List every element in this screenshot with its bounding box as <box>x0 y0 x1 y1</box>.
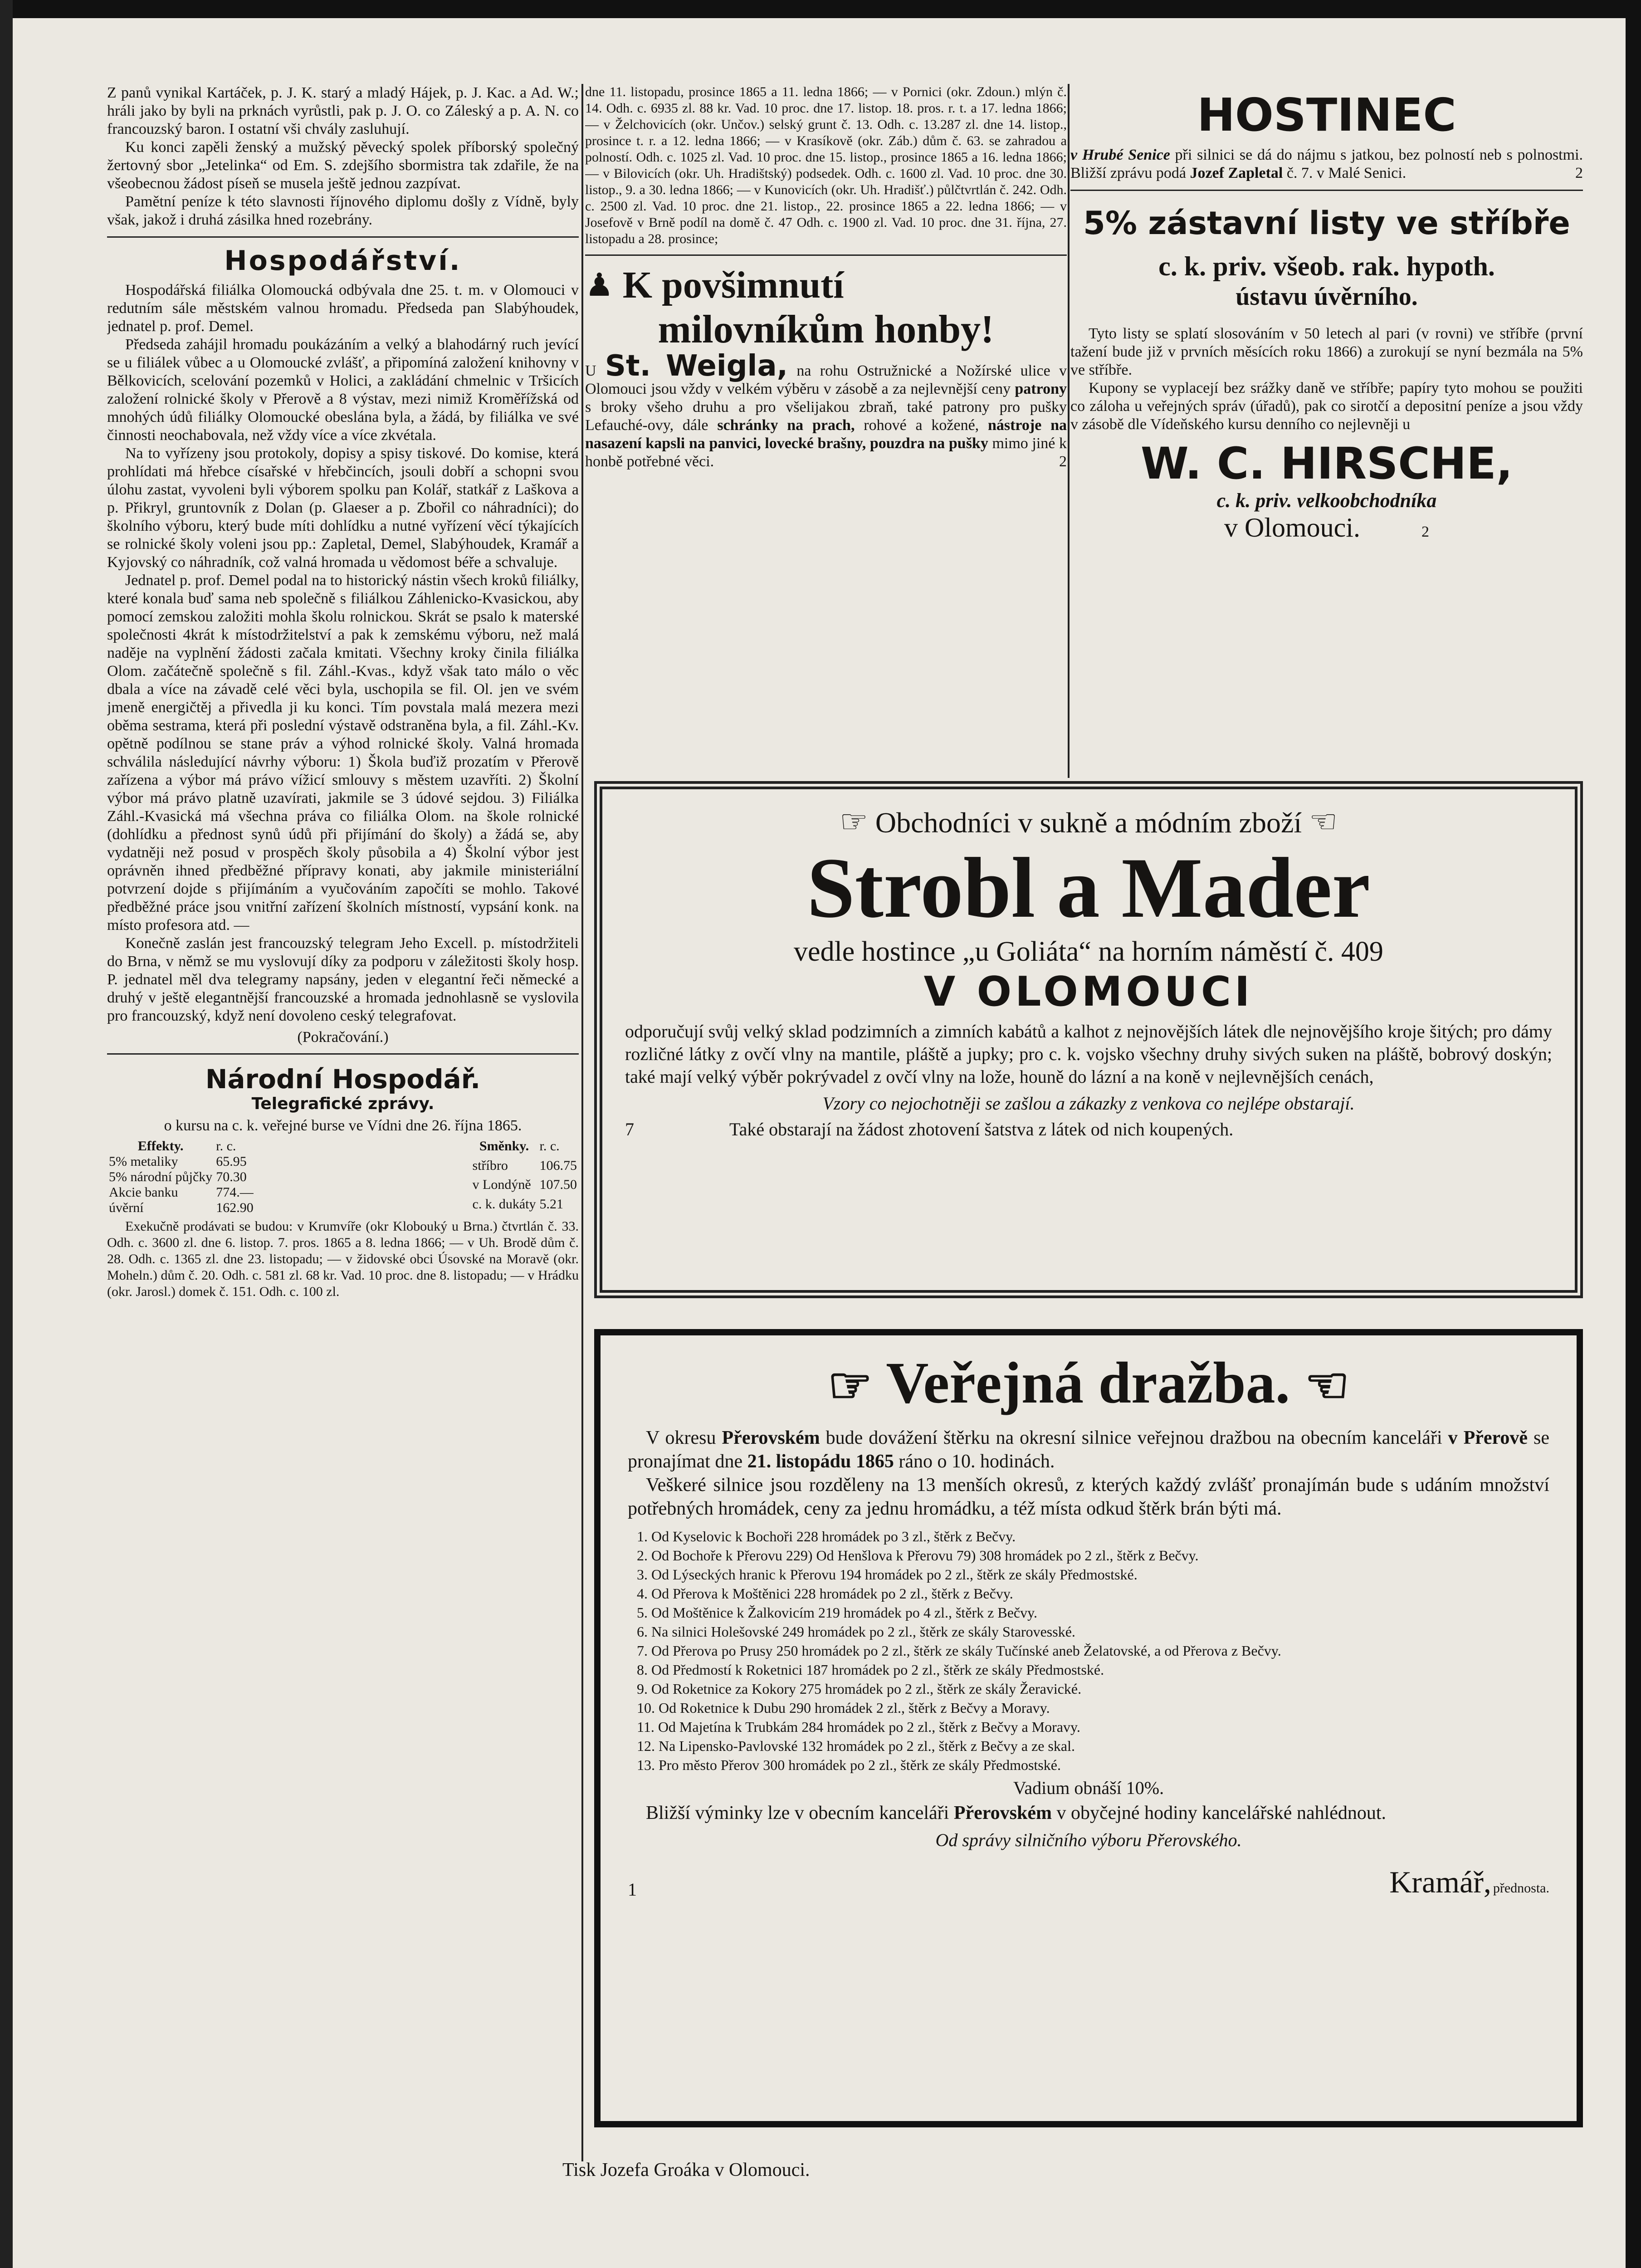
zastavni-listy-title: 5% zástavní listy ve stříbře <box>1083 205 1570 242</box>
ad-title-line1: K povšimnutí <box>622 264 844 306</box>
hostinec-title: HOSTINEC <box>1197 88 1456 142</box>
divider <box>107 1053 579 1055</box>
rc-header: r. c. <box>539 1139 560 1154</box>
list-item: 6. Na silnici Holešovské 249 hromádek po 2 zl., štěrk ze skály Starovesské. <box>637 1623 1075 1640</box>
hunter-icon: ♟ <box>585 268 614 303</box>
list-item: 13. Pro město Přerov 300 hromádek po 2 zl., štěrk ze skály Předmostské. <box>637 1757 1061 1773</box>
list-item: 11. Od Majetína k Trubkám 284 hromádek po 2 zl., štěrk z Bečvy a Moravy. <box>637 1719 1080 1735</box>
auction-title-row <box>628 1349 1549 1417</box>
list-item: 9. Od Roketnice za Kokory 275 hromádek po 2 zl., štěrk ze skály Žeravické. <box>637 1681 1082 1697</box>
choir-paragraph: Ku konci zapěli ženský a mužský pěvecký spolek příborský společný žertovný sbor „Jetelinka“ od Em. S. zdejšího sbormistra tak zdařile, že na všeobecnou žádost píseň se musela ještě jednou zazpívat. <box>107 139 579 192</box>
column-1 <box>107 84 579 2161</box>
auction-signature-row: 1 Kramář, přednosta. <box>628 1865 1549 1900</box>
strobl-address: vedle hostince „u Goliáta“ na horním náměstí č. 409 <box>794 936 1383 967</box>
public-auction-notice <box>594 1329 1583 2127</box>
bonds-paragraph-1: Tyto listy se splatí slosováním v 50 letech al pari (v rovni) ve stříbře (první tažení bude již v prvních měsících roku 1866) a zurokují se nyní bezmála na 5% ve stříbře. <box>1070 325 1583 378</box>
list-item: 3. Od Lýseckých hranic k Přerovu 194 hromádek po 2 zl., štěrk ze skály Předmostské. <box>637 1566 1138 1583</box>
table-row: stříbro 106.75 <box>472 1158 577 1173</box>
strobl-body: odporučují svůj velký sklad podzimních a zimních kabátů a kalhot z nejnovějších látek dle nejnovějšího kroje šitých; pro dámy rozličné látky z ovčí vlny na mantile, pláště a jupky; pro c. k. vojsko všechny druhy sivých suken na pláště, bobrový doskýn; také mají velký výběr pokrývadel z ovčí vlny na lože, houně do lázní a na koně v nejlevnějších cenách, <box>625 1021 1552 1087</box>
agri-paragraph-2: Předseda zahájil hromadu poukázáním a velký a blahodárný ruch jevící se u filiálek vůbec a u Olomoucké zvlášť, a připomíná založení knihovny v Bělkovicích, scelování pozemků v Holici, a zakládání chmelnic v Tršicích založení rolnické školy v Přerově a 8 výstav, mezi nimiž Kroměřížská od mnohých údů filiálky Olomoucké obeslána byla, a žádá, by filiálka ve své činnosti neochabovala, než vždy více a více zkvétala. <box>107 336 579 444</box>
effects-header: Effekty. <box>137 1139 184 1154</box>
narodni-hospodar-title: Národní Hospodář. <box>205 1064 481 1095</box>
firm-subtitle: c. k. priv. velkoobchodníka <box>1216 489 1437 512</box>
column-2 <box>585 84 1067 778</box>
auction-conditions: Bližší výminky lze v obecním kanceláři Přerovském v obyčejné hodiny kancelářské nahlédnout. <box>646 1803 1387 1823</box>
bank-name-line1: c. k. priv. všeob. rak. hypoth. <box>1158 251 1495 281</box>
auction-signature: Kramář, přednosta. <box>1389 1865 1549 1899</box>
execution-sales: Exekučně prodávati se budou: v Krumvíře (okr Klobouký u Brna.) čtvrtlán č. 33. Odh. c. 3600 zl. dne 6. listop. 7. pros. 1865 a 8. ledna 1866; — v Uh. Brodě dům č. 28. Odh. c. 1365 zl. dne 23. listopadu; — v židovské obci Úsovské na Moravě (okr. Moheln.) dům č. 20. Odh. c. 581 zl. 68 kr. Vad. 10 proc. dne 8. listopadu; — v Hrádku (okr. Jarosl.) domek č. 151. Odh. c. 100 zl. <box>107 1219 579 1299</box>
firm-name: W. C. HIRSCHE, <box>1140 438 1513 489</box>
firm-city: v Olomouci. 2 <box>1224 513 1429 543</box>
hunting-ad-text: U St. Weigla, na rohu Ostružnické a Nožírské ulice v Olomouci jsou vždy v velkém výběru v zásobě a za nejlevnější ceny patrony s broky všeho druhu a pro všelijakou zbraň, také patrony pro pušky Lefauché-ovy, dále schránky na prach, rohové a kožené, nástroje na nasazení kapsli na panvici, lovecké brašny, pouzdra na pušky mimo jiné k honbě potřebné věci. 2 <box>585 349 1067 470</box>
effects-table <box>107 1139 255 1216</box>
list-item: 8. Od Předmostí k Roketnici 187 hromádek po 2 zl., štěrk ze skály Předmostské. <box>637 1662 1104 1678</box>
auction-title: Veřejná dražba. <box>886 1350 1290 1416</box>
column-rule-2 <box>1068 84 1070 778</box>
rc-header: r. c. <box>216 1139 236 1154</box>
exchange-table <box>107 1139 579 1216</box>
list-item: 1. Od Kyselovic k Bochoři 228 hromádek po 3 zl., štěrk z Bečvy. <box>637 1528 1016 1545</box>
bank-name-line2: ústavu úvěrního. <box>1236 283 1418 311</box>
hunting-ad-header <box>585 263 1067 307</box>
agri-paragraph-5: Konečně zaslán jest francouzský telegram Jeho Excell. p. místodržiteli do Brna, v němž se mu vyslovují díky za podporu v záležitosti školy hosp. P. jednatel měl dva telegramy napsány, jeden v elegantní řeči německé a druhý v ještě elegantnější francouzské a hromada jednohlasně se vyslovila pro francouzský, když není dovoleno ceský telegrafovat. <box>107 935 579 1024</box>
scan-left-border <box>0 0 13 2268</box>
auction-list <box>637 1527 1549 1774</box>
table-row: úvěrní 162.90 <box>109 1200 254 1215</box>
hostinec-text: v Hrubé Senice při silnici se dá do nájmu s jatkou, bez polností neb s polnostmi. Bližší zprávu podá Jozef Zapletal č. 7. v Malé Senici. 2 <box>1070 147 1583 181</box>
pointing-hand-icon: ☞ <box>827 1358 873 1413</box>
column-3 <box>1070 84 1583 778</box>
agri-paragraph-4: Jednatel p. prof. Demel podal na to historický nástin všech kroků filiálky, které konala buď sama neb společně s filiálkou Záhlenicko-Kvasickou, aby pomocí zemskou založiti mohla školu rolnickou. Skrát se psalo k materské společnosti 4krát k místodržitelství a pak k zemskému výboru, než malá naděje na vyplnění žádosti začala kmitati. Všechny kroky činila filiálka Olom. začátečně společně s fil. Záhl.-Kvas., když však tato málo o věc dbala a více na závadě celé věci byla, uschopila se fil. Ol. jen ve svém jmeně energičtěj a přivedla ji ku konci. Tím povstala malá mezera mezi oběma sestrama, která při poslední výstavě odstraněna byla, a fil. Záhl.-Kv. opětně podílnou se stane práv a výhod rolnické školy. Valná hromada schválila následující návrhy výboru: 1) Škola buďiž prozatím v Přerově zařízena a výbor má právo vížicí smlouvy s městem uzavříti. 2) Školní výbor má právo platně uzavírati, jakmile se 3 údové sejdou. 3) Filiálka Záhl.-Kvasická má všechna práva co filiálka Olom. na škole rolnické (dohlídku a přednost synů údů při přijímání do školy) a žádá se, aby vydatněji než posud v prospěch školy působila a 4) Školní výbor jest oprávněn ihned předběžné přípravy konati, aby jakmile ministeriální potvrzení dojde s přijímáním a vyučováním započíti se mohlo. Takové předběžné práce jsou vnitřní zařízení školních místností, vypsání konk. na místo profesora atd. — <box>107 572 579 934</box>
printer-imprint: Tisk Jozefa Groáka v Olomouci. <box>562 2160 810 2180</box>
auction-districts: Veškeré silnice jsou rozděleny na 13 menších okresů, z kterých každý zvlášť pronajímán bude s udáním množství potřebných hromádek, ceny za jednu hromádku, a též místa odkud štěrk brán býti má. <box>628 1475 1549 1519</box>
list-item: 12. Na Lipensko-Pavlovské 132 hromádek po 2 zl., štěrk z Bečvy a ze skal. <box>637 1738 1075 1754</box>
vadium: Vadium obnáší 10%. <box>1013 1778 1164 1798</box>
column-rule-1 <box>581 84 583 2161</box>
shop-name: St. Weigla, <box>605 349 788 383</box>
table-row: c. k. dukáty 5.21 <box>472 1196 563 1212</box>
medals-paragraph: Pamětní peníze k této slavnosti říjnového diplomu došly z Vídně, byly však, jakož i druhá zásilka hned rozebrány. <box>107 193 579 228</box>
list-item: 4. Od Přerova k Moštěnici 228 hromádek po 2 zl., štěrk z Bečvy. <box>637 1585 1013 1602</box>
bonds-paragraph-2: Kupony se vyplacejí bez srážky daně ve stříbře; papíry tyto mohou se použiti co záloha u veřejných správ (úřadů), pak co sirotčí a depositní peníze a jsou vždy v zásobě dle Vídeňského kursu denního co nejlevněji u <box>1070 380 1583 433</box>
theater-review: Z panů vynikal Kartáček, p. J. K. starý a mladý Hájek, p. J. Kac. a Ad. W.; hráli jako by byli na prknách vyrůstli, pak p. J. O. co Záleský a p. A. N. co francouzský baron. I ostatní vši chvály zasluhují. <box>107 84 579 137</box>
auction-authority: Od správy silničního výboru Přerovského. <box>935 1830 1242 1850</box>
telegraph-subtitle: Telegrafické zprávy. <box>251 1095 435 1113</box>
section-heading-hospodarstvi: Hospodářství. <box>224 245 462 277</box>
table-row: 5% metaliky 65.95 <box>109 1154 247 1169</box>
exchange-line: o kursu na c. k. veřejné burse ve Vídni dne 26. října 1865. <box>164 1117 522 1134</box>
strobl-mader-ad <box>594 781 1583 1298</box>
agri-paragraph-3: Na to vyřízeny jsou protokoly, dopisy a spisy tiskové. Do komise, která prohlídati má hřebce císařské v hřebčincích, jsouli dobří a schopni svou úlohu zastat, vyvoleni byli výborem spolku pan Kolář, statkář z Laškova a p. Přikryl, gruntovník z Dolan (p. Glaeser a p. Zbořil co náhradníci); do školního výboru, který bude míti dohlídku a nutné vyřízení věcí týkajících se rolnické školy voleni jsou pp.: Zapletal, Demel, Slabýhoudek, Kramář a Kyjovský co náhradník, což valná hromada u vědomost béře a schvaluje. <box>107 445 579 571</box>
list-item: 10. Od Roketnice k Dubu 290 hromádek 2 zl., štěrk z Bečvy a Moravy. <box>637 1700 1050 1716</box>
list-item: 7. Od Přerova po Prusy 250 hromádek po 2 zl., štěrk ze skály Tučínské aneb Želatovské, a od Přerova z Bečvy. <box>637 1642 1281 1659</box>
pointing-hand-icon: ☜ <box>1304 1358 1350 1413</box>
divider <box>107 236 579 238</box>
execution-sales-continued: dne 11. listopadu, prosince 1865 a 11. ledna 1866; — v Pornici (okr. Zdoun.) mlýn č. 14. Odh. c. 6935 zl. 88 kr. Vad. 10 proc. dne 17. listop. 18. pros. r. t. a 17. ledna 1866; — v Želchovicích (okr. Unčov.) selský grunt č. 13. Odh. c. 13.287 zl. dne 14. listop., prosince t. r. a 12. ledna 1866; — v Krasíkově (okr. Záb.) dům č. 63. se zahradou a polností. Odh. c. 1025 zl. Vad. 10 proc. dne 15. listop., prosince 1865 a 16. ledna 1866; — v Bilovicích (okr. Uh. Hradištský) podsedek. Odh. c. 1600 zl. Vad. 10 proc. dne 30. listop., 9. a 30. ledna 1866; — v Kunovicích (okr. Uh. Hradišť.) půlčtvrtlán č. 242. Odh. c. 2500 zl. Vad. 10 proc. dne 21. listop., 22. prosince 1865 a 22. ledna 1866; — v Josefově v Brně podíl na domě č. 47 Odh. c. 1900 zl. Vad. 10 proc. dne 31. října, 27. listopadu a 28. prosince; <box>585 84 1067 246</box>
continued-note: (Pokračování.) <box>297 1029 389 1046</box>
strobl-name: Strobl a Mader <box>807 841 1370 936</box>
strobl-city: V OLOMOUCI <box>923 968 1254 1016</box>
auction-intro: V okresu Přerovském bude dovážení štěrku na okresní silnice veřejnou dražbou na obecním kanceláři v Přerově se pronajímat dne 21. listopádu 1865 ráno o 10. hodinách. <box>628 1427 1550 1472</box>
pointing-hand-icon: ☞ <box>840 805 868 840</box>
table-row: v Londýně 107.50 <box>472 1177 577 1192</box>
pointing-hand-icon: ☜ <box>1309 805 1338 840</box>
strobl-last: 7 Také obstarají na žádost zhotovení šatstva z látek od nich koupených. <box>625 1119 1234 1139</box>
table-row: Akcie banku 774.— <box>109 1185 254 1200</box>
divider <box>585 254 1067 256</box>
strobl-samples: Vzory co nejochotněji se zašlou a zákazky z venkova co nejlépe obstarají. <box>822 1093 1355 1114</box>
scan-right-border <box>1626 0 1641 2268</box>
strobl-line1: ☞ Obchodníci v sukně a módním zboží ☜ <box>625 803 1552 841</box>
bills-table <box>471 1139 579 1216</box>
divider <box>1070 190 1583 191</box>
list-item: 2. Od Bochoře k Přerovu 229) Od Henšlova k Přerovu 79) 308 hromádek po 2 zl., štěrk z Bečvy. <box>637 1547 1199 1564</box>
table-row: 5% národní půjčky 70.30 <box>109 1169 247 1184</box>
agri-paragraph-1: Hospodářská filiálka Olomoucká odbývala dne 25. t. m. v Olomouci v redutním sále městském valnou hromadu. Předseda pan Slabýhoudek, jednatel p. prof. Demel. <box>107 282 579 335</box>
bills-header: Směnky. <box>479 1139 529 1154</box>
scan-top-border <box>0 0 1641 18</box>
list-item: 5. Od Moštěnice k Žalkovicím 219 hromádek po 4 zl., štěrk z Bečvy. <box>637 1604 1038 1621</box>
ad-title-line2: milovníkům honby! <box>658 308 994 352</box>
